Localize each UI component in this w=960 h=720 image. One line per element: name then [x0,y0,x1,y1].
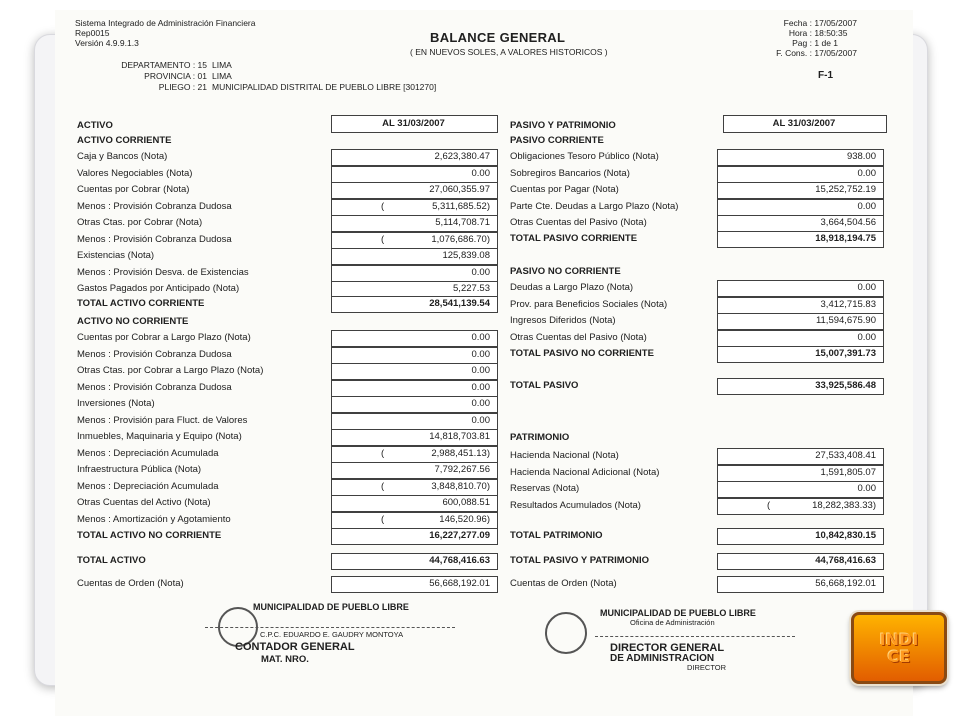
right-total-pnc-label: TOTAL PASIVO NO CORRIENTE [510,348,654,359]
left-ac-6-label: Existencias (Nota) [77,250,155,261]
left-anc-3-value: 0.00 [471,381,490,393]
right-pc-3-value: 0.00 [857,200,876,212]
left-ac-1-value: 0.00 [471,167,490,179]
right-total-pc-label: TOTAL PASIVO CORRIENTE [510,233,638,244]
left-anc-0-label: Cuentas por Cobrar a Largo Plazo (Nota) [77,332,251,343]
left-anc-1-value: 0.00 [471,348,490,360]
right-signature-line [595,636,795,637]
fcons-value: 17/05/2007 [814,48,857,58]
left-ac-4-label: Otras Ctas. por Cobrar (Nota) [77,217,203,228]
right-pat-3-value: 18,282,383.33) [812,499,876,511]
left-anc-4-value: 0.00 [471,398,490,409]
activo-no-corriente-heading: ACTIVO NO CORRIENTE [77,316,189,327]
left-ac-6-value: 125,839.08 [442,250,490,261]
right-pnc-3-value: 0.00 [857,331,876,343]
left-ac-7-label: Menos : Provisión Desva. de Existencias [77,266,249,278]
left-anc-2-label: Otras Ctas. por Cobrar a Largo Plazo (Nota) [77,365,264,376]
left-anc-8-label: Infraestructura Pública (Nota) [77,464,202,475]
left-signature-reg: MAT. NRO. [261,654,309,665]
left-ac-1-label: Valores Negociables (Nota) [77,167,193,179]
left-anc-4-label: Inversiones (Nota) [77,398,155,409]
left-ac-3-paren: ( [381,200,385,212]
left-total-anc-label: TOTAL ACTIVO NO CORRIENTE [77,530,222,541]
pasivo-date-header: AL 31/03/2007 [772,118,836,129]
doc-header-left [75,18,255,48]
pliego-label: PLIEGO : 21 [158,82,207,92]
right-pnc-0-label: Deudas a Largo Plazo (Nota) [510,282,634,293]
left-anc-8-value: 7,792,267.56 [434,464,490,475]
left-anc-5-value: 0.00 [471,414,490,426]
right-pat-3-label: Resultados Acumulados (Nota) [510,499,641,511]
activo-corriente-heading: ACTIVO CORRIENTE [77,135,172,146]
left-anc-10-value: 600,088.51 [442,497,490,508]
right-total-pyp-label: TOTAL PASIVO Y PATRIMONIO [510,555,649,566]
right-signature-office: Oficina de Administración [630,618,715,627]
right-pat-1-label: Hacienda Nacional Adicional (Nota) [510,466,660,478]
left-orden-value: 56,668,192.01 [429,578,490,589]
left-anc-1-label: Menos : Provisión Cobranza Dudosa [77,348,232,360]
left-anc-7-paren: ( [381,447,385,459]
right-total-pc-value: 18,918,194.75 [815,233,876,244]
activo-date-header: AL 31/03/2007 [382,118,445,129]
doc-subtitle: ( EN NUEVOS SOLES, A VALORES HISTORICOS ) [410,47,608,57]
left-anc-9-label: Menos : Depreciación Acumulada [77,480,219,492]
pag-value: 1 de 1 [814,38,839,48]
left-ac-0-label: Caja y Bancos (Nota) [77,151,168,162]
right-signature-org: MUNICIPALIDAD DE PUEBLO LIBRE [600,608,756,618]
right-total-pasivo-label: TOTAL PASIVO [510,380,579,391]
departamento-value: LIMA [212,60,232,70]
pasivo-heading: PASIVO Y PATRIMONIO [510,120,616,131]
fecha-label: Fecha : [783,18,812,28]
hora-value: 18:50:35 [814,28,848,38]
left-total-ac-value: 28,541,139.54 [429,298,490,309]
left-anc-9-paren: ( [381,480,385,492]
index-button-label: INDICE [879,630,919,666]
version: Versión 4.9.9.1.3 [75,38,139,48]
left-signature-org: MUNICIPALIDAD DE PUEBLO LIBRE [253,602,409,612]
pasivo-corriente-heading: PASIVO CORRIENTE [510,135,604,146]
left-ac-2-value: 27,060,355.97 [429,184,490,195]
left-total-anc-value: 16,227,277.09 [429,530,490,541]
system-name: Sistema Integrado de Administración Financiera [75,18,256,28]
left-anc-11-value: 146,520.96) [439,513,490,525]
right-total-pat-value: 10,842,830.15 [815,530,876,541]
right-pat-2-value: 0.00 [857,483,876,494]
right-pc-0-value: 938.00 [846,151,876,162]
doc-title: BALANCE GENERAL [430,30,566,45]
left-signature-title: CONTADOR GENERAL [235,641,355,653]
left-anc-0-value: 0.00 [471,332,490,343]
left-anc-7-label: Menos : Depreciación Acumulada [77,447,219,459]
right-pat-0-value: 27,533,408.41 [815,450,876,461]
right-signature-title: DIRECTOR GENERAL [610,642,725,654]
right-pat-1-value: 1,591,805.07 [820,466,876,478]
right-pat-2-label: Reservas (Nota) [510,483,580,494]
right-total-pat-label: TOTAL PATRIMONIO [510,530,603,541]
index-button[interactable] [851,612,947,684]
right-pc-0-label: Obligaciones Tesoro Público (Nota) [510,151,659,162]
left-signature-name: C.P.C. EDUARDO E. GAUDRY MONTOYA [260,630,404,639]
left-anc-5-label: Menos : Provisión para Fluct. de Valores [77,414,248,426]
right-orden-label: Cuentas de Orden (Nota) [510,578,617,589]
left-anc-11-label: Menos : Amortización y Agotamiento [77,513,231,525]
left-ac-4-value: 5,114,708.71 [435,217,490,228]
right-pnc-3-label: Otras Cuentas del Pasivo (Nota) [510,331,647,343]
right-pat-0-label: Hacienda Nacional (Nota) [510,450,619,461]
doc-header-right [750,18,857,58]
provincia-value: LIMA [212,71,232,81]
form-code: F-1 [818,70,833,81]
left-ac-2-label: Cuentas por Cobrar (Nota) [77,184,190,195]
left-total-activo-value: 44,768,416.63 [429,555,490,566]
report-code: Rep0015 [75,28,110,38]
provincia-label: PROVINCIA : 01 [144,71,207,81]
left-ac-8-value: 5,227.53 [453,283,490,294]
right-pc-2-value: 15,252,752.19 [815,184,876,195]
left-anc-11-paren: ( [381,513,385,525]
activo-heading: ACTIVO [77,120,113,131]
left-anc-9-value: 3,848,810.70) [431,480,490,492]
left-ac-3-value: 5,311,685.52) [432,200,490,212]
left-total-ac-label: TOTAL ACTIVO CORRIENTE [77,298,205,309]
fcons-label: F. Cons. : [776,48,812,58]
left-anc-10-label: Otras Cuentas del Activo (Nota) [77,497,211,508]
left-ac-0-value: 2,623,380.47 [434,151,490,162]
right-pnc-0-value: 0.00 [857,282,876,293]
right-total-pyp-value: 44,768,416.63 [815,555,876,566]
right-pnc-2-value: 11,594,675.90 [815,315,876,326]
left-signature-line [205,627,455,628]
left-anc-2-value: 0.00 [471,365,490,376]
left-ac-5-paren: ( [381,233,385,245]
left-anc-6-value: 14,818,703.81 [429,431,490,442]
left-total-activo-label: TOTAL ACTIVO [77,555,146,566]
right-pnc-1-value: 3,412,715.83 [820,298,876,310]
right-pat-3-paren: ( [767,499,771,511]
right-pc-2-label: Cuentas por Pagar (Nota) [510,184,619,195]
balance-sheet-document [55,10,913,716]
hora-label: Hora : [788,28,812,38]
right-total-pnc-value: 15,007,391.73 [815,348,876,359]
right-orden-value: 56,668,192.01 [815,578,876,589]
patrimonio-heading: PATRIMONIO [510,432,570,443]
right-pc-4-value: 3,664,504.56 [820,217,876,228]
right-pc-1-value: 0.00 [857,167,876,179]
fecha-value: 17/05/2007 [814,18,857,28]
right-pc-1-label: Sobregiros Bancarios (Nota) [510,167,630,179]
left-ac-3-label: Menos : Provisión Cobranza Dudosa [77,200,232,212]
departamento-label: DEPARTAMENTO : 15 [121,60,207,70]
left-orden-label: Cuentas de Orden (Nota) [77,578,184,589]
left-ac-5-value: 1,076,686.70) [431,233,490,245]
left-ac-7-value: 0.00 [471,266,490,278]
right-seal-icon [545,612,587,654]
left-anc-3-label: Menos : Provisión Cobranza Dudosa [77,381,232,393]
pasivo-no-corriente-heading: PASIVO NO CORRIENTE [510,266,621,277]
right-signature-small: DIRECTOR [687,663,727,672]
right-pnc-2-label: Ingresos Diferidos (Nota) [510,315,616,326]
right-signature-subtitle: DE ADMINISTRACION [610,653,715,664]
right-total-pasivo-value: 33,925,586.48 [815,380,876,391]
left-anc-6-label: Inmuebles, Maquinaria y Equipo (Nota) [77,431,242,442]
pliego-value: MUNICIPALIDAD DISTRITAL DE PUEBLO LIBRE [301270] [212,82,437,92]
right-pnc-1-label: Prov. para Beneficios Sociales (Nota) [510,298,668,310]
left-anc-7-value: 2,988,451.13) [431,447,490,459]
right-pc-3-label: Parte Cte. Deudas a Largo Plazo (Nota) [510,200,679,212]
pag-label: Pag : [792,38,812,48]
right-pc-4-label: Otras Cuentas del Pasivo (Nota) [510,217,647,228]
left-ac-8-label: Gastos Pagados por Anticipado (Nota) [77,283,240,294]
left-ac-5-label: Menos : Provisión Cobranza Dudosa [77,233,232,245]
